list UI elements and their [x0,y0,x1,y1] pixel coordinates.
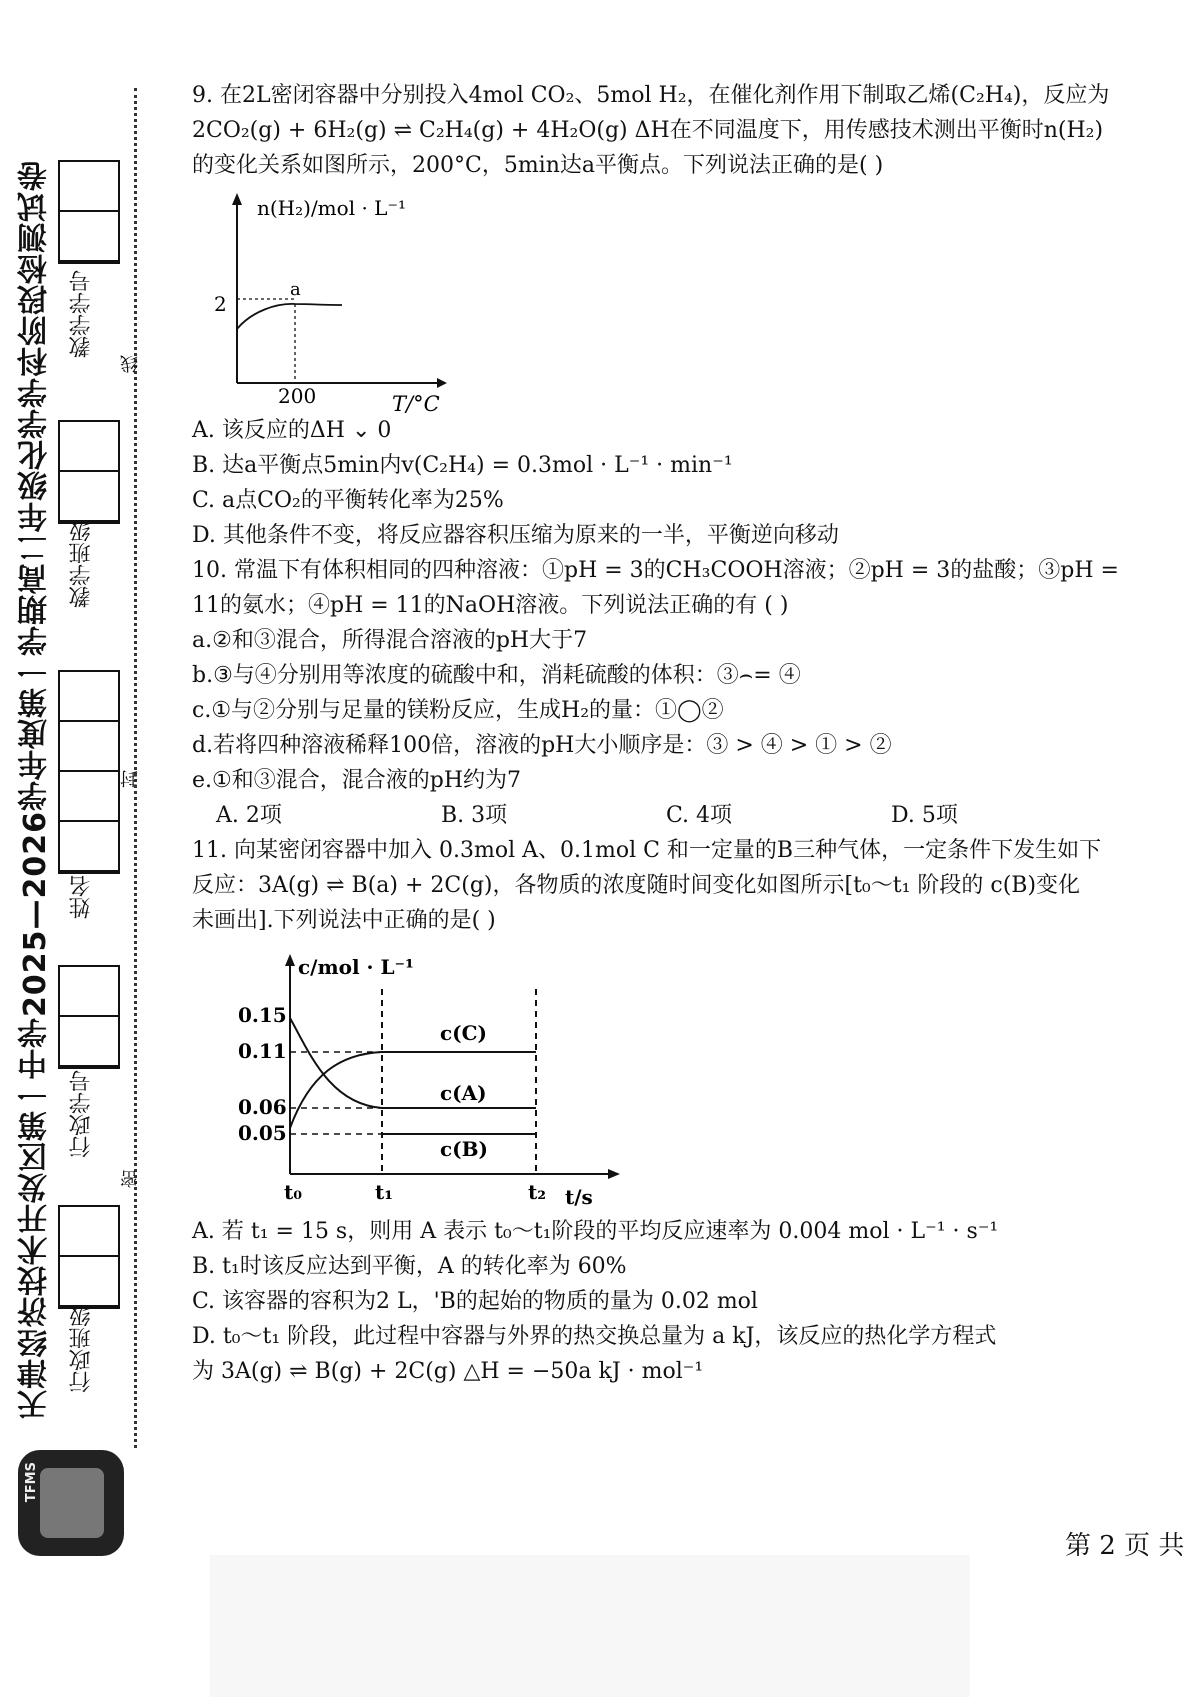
label-teaching-id: 教学学号 [69,270,94,358]
q11-line2: 反应：3A(g) ⇌ B(a) + 2C(g)，各物质的浓度随时间变化如图所示[t₀～t₁ 阶段的 c(B)变化 [192,873,1081,898]
question-11 [192,833,1152,1389]
chart1-point-a: a [290,279,301,300]
mark-seal: 封 [120,770,141,788]
question-9 [192,78,1152,553]
chart2-label-a: c(A) [440,1081,487,1105]
binding-margin [0,0,150,1503]
school-logo [18,1450,124,1556]
mark-secret: 密 [120,1170,141,1188]
question-10 [192,553,1152,833]
chart2-xtick-t0: t₀ [284,1180,302,1204]
chart2-xlabel: t/s [565,1185,593,1209]
logo-text: TFMS [24,1462,39,1503]
q11-line3: 未画出].下列说法中正确的是( ) [192,908,496,933]
q9-line3: 的变化关系如图所示，200°C，5min达a平衡点。下列说法正确的是( ) [192,153,884,178]
q10-line2: 11的氨水；④pH = 11的NaOH溶液。下列说法正确的有 ( ) [192,593,789,618]
chart2-series-a [290,1018,536,1108]
label-admin-class: 行政班级 [69,1305,94,1393]
label-name: 姓名 [69,875,94,919]
q9-option-d[interactable]: D. 其他条件不变，将反应器容积压缩为原来的一半，平衡逆向移动 [192,523,839,548]
chart1-xlabel: T/°C [392,392,440,413]
chart2-series-c [290,1052,536,1128]
q11-line1: 11. 向某密闭容器中加入 0.3mol A、0.1mol C 和一定量的B三种气体，一定条件下发生如下 [192,838,1102,863]
chart2-ytick-011: 0.11 [238,1039,287,1063]
question-content [192,78,1152,1389]
scan-shadow [210,1555,970,1697]
seal-dotted-line [134,88,137,1448]
chart2-xtick-t2: t₂ [528,1180,546,1204]
q9-line2: 2CO₂(g) + 6H₂(g) ⇌ C₂H₄(g) + 4H₂O(g) ΔH在不同温度下，用传感技术测出平衡时n(H₂) [192,118,1104,143]
name-box[interactable] [58,670,120,874]
q11-option-b[interactable]: B. t₁时该反应达到平衡，A 的转化率为 60% [192,1254,627,1279]
chart2-ylabel: c/mol · L⁻¹ [298,955,414,979]
chart1-xtick: 200 [278,384,317,408]
label-teaching-class: 教学班级 [69,520,94,608]
exam-title: 天津经济技术开发区第一中学2025—2026学年度第一学期高二年级化学学科阶段检测试卷 [18,160,53,1420]
q11-option-d[interactable]: D. t₀～t₁ 阶段，此过程中容器与外界的热交换总量为 a kJ，该反应的热化学方程式 [192,1324,997,1349]
admin-class-box[interactable] [58,1205,120,1309]
label-admin-id: 行政学号 [69,1070,94,1158]
q11-option-a[interactable]: A. 若 t₁ = 15 s，则用 A 表示 t₀～t₁阶段的平均反应速率为 0.004 mol · L⁻¹ · s⁻¹ [192,1219,999,1244]
chart2-xtick-t1: t₁ [375,1180,393,1204]
student-id-box[interactable] [58,160,120,264]
q10-item-e: e.①和③混合，混合液的pH约为7 [192,768,522,793]
page-number: 第 2 页 共 [1065,1531,1185,1561]
chart2-ytick-015: 0.15 [238,1003,287,1027]
q10-item-a: a.②和③混合，所得混合溶液的pH大于7 [192,628,588,653]
chart2-ytick-005: 0.05 [238,1121,287,1145]
chart1-ylabel: n(H₂)/mol · L⁻¹ [257,196,407,220]
q10-option-b[interactable]: B. 3项 [441,803,508,828]
chart2-ytick-006: 0.06 [238,1095,287,1119]
q10-item-b: b.③与④分别用等浓度的硫酸中和，消耗硫酸的体积：③⌢= ④ [192,663,801,688]
mark-line: 线 [120,355,141,373]
h2-temperature-chart [192,183,492,413]
q9-line1: 9. 在2L密闭容器中分别投入4mol CO₂、5mol H₂，在催化剂作用下制取乙烯(C₂H₄)，反应为 [192,83,1110,108]
q10-option-c[interactable]: C. 4项 [666,803,733,828]
chart1-ytick: 2 [214,292,227,316]
admin-id-box[interactable] [58,965,120,1069]
q11-option-d-cont: 为 3A(g) ⇌ B(g) + 2C(g) △H = −50a kJ · mol⁻¹ [192,1359,704,1384]
q10-line1: 10. 常温下有体积相同的四种溶液：①pH = 3的CH₃COOH溶液；②pH = 3的盐酸；③pH = [192,558,1119,583]
chart2-label-c: c(C) [440,1021,488,1045]
chart2-label-b: c(B) [440,1137,489,1161]
q10-item-c: c.①与②分别与足量的镁粉反应，生成H₂的量：①◯② [192,698,724,723]
q9-option-a[interactable]: A. 该反应的ΔH ⌄ 0 [192,418,392,443]
q9-option-b[interactable]: B. 达a平衡点5min内v(C₂H₄) = 0.3mol · L⁻¹ · min⁻¹ [192,453,733,478]
q10-options [216,798,1152,833]
teaching-class-box[interactable] [58,420,120,524]
concentration-time-chart [220,944,650,1214]
q11-option-c[interactable]: C. 该容器的容积为2 L，'B的起始的物质的量为 0.02 mol [192,1289,758,1314]
q10-option-a[interactable]: A. 2项 [216,803,282,828]
q10-option-d[interactable]: D. 5项 [891,803,958,828]
q9-option-c[interactable]: C. a点CO₂的平衡转化率为25% [192,488,504,513]
chart1-equilibrium-curve [237,304,342,329]
q10-item-d: d.若将四种溶液稀释100倍，溶液的pH大小顺序是：③ > ④ > ① > ② [192,733,892,758]
